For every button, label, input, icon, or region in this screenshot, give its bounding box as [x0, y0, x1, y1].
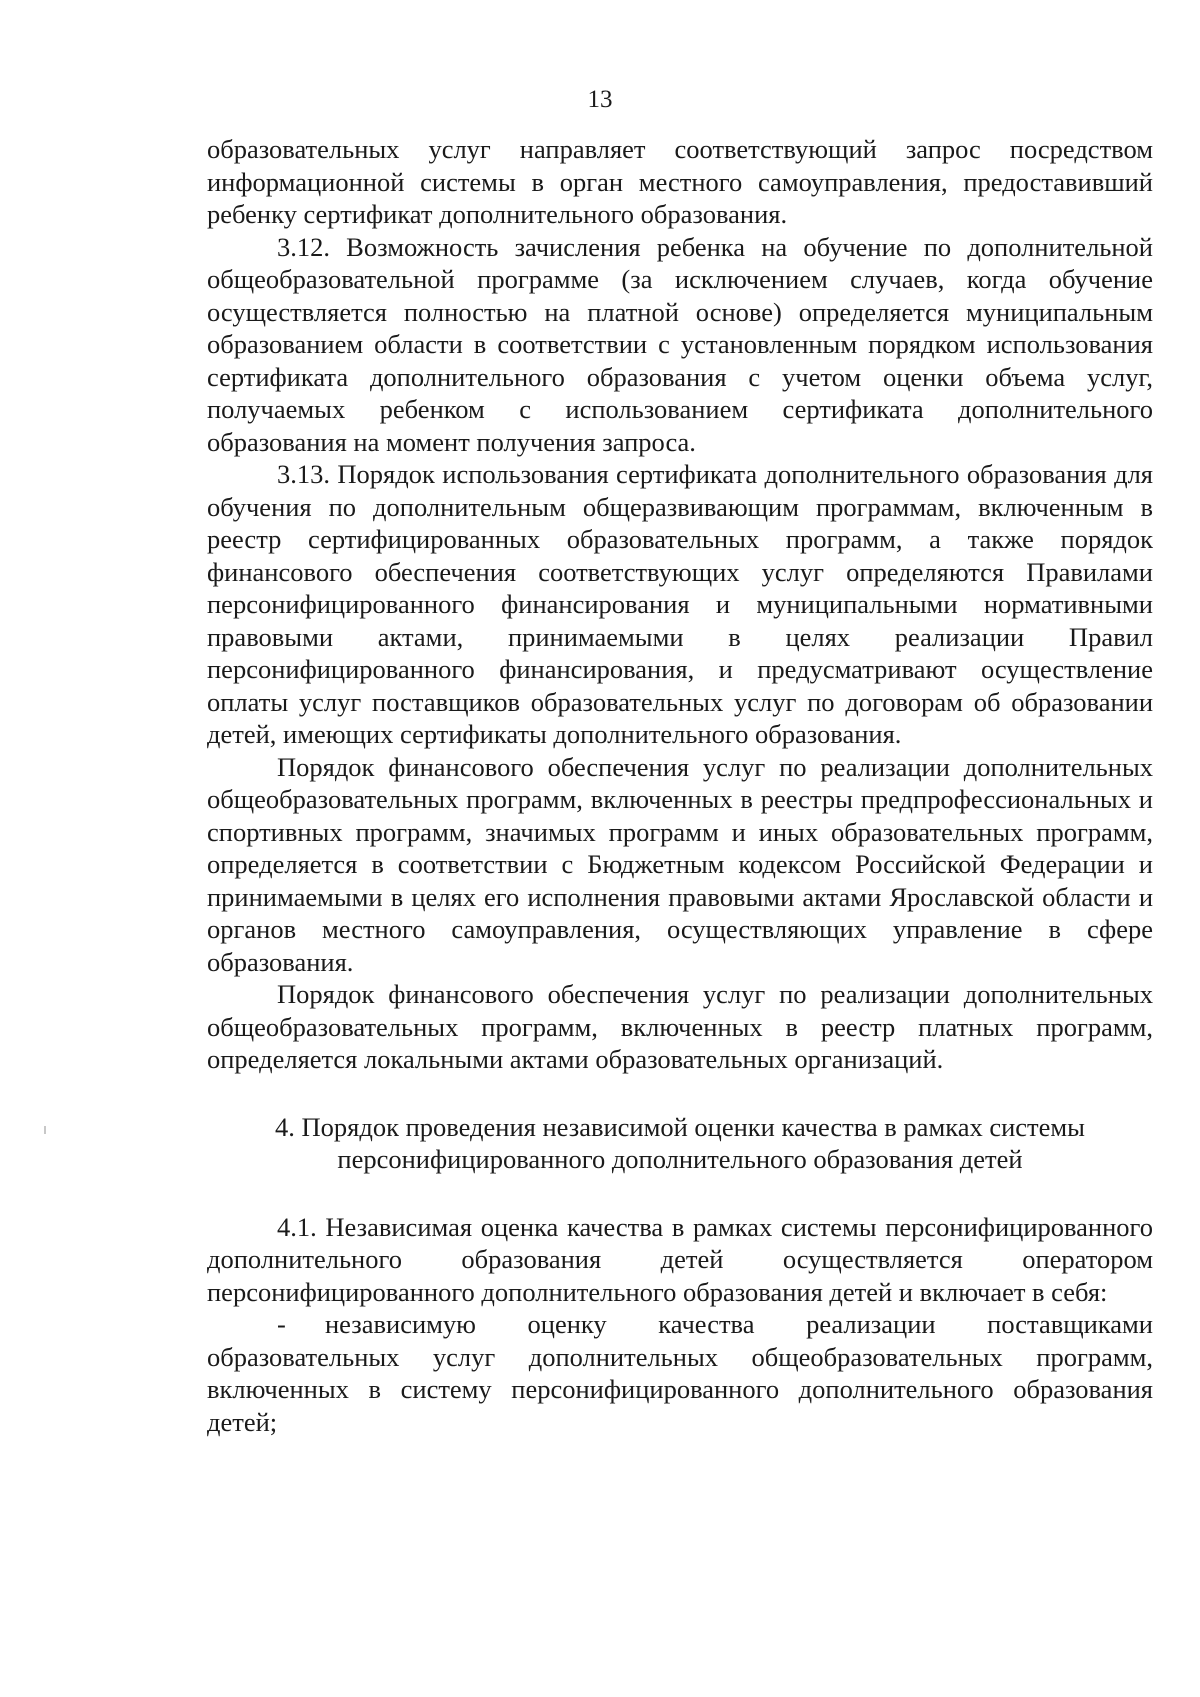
list-item — [207, 1308, 1153, 1438]
paragraph-3-13: 3.13. Порядок использования сертификата дополнительного образования для обучения по дополнительным общеразвивающим программам, включенным в реестр сертифицированных образовательных программ, а также порядок финансового обеспечения соответствующих услуг определяются Правилами персонифицированного финансирования и муниципальными нормативными правовыми актами, принимаемыми в целях реализации Правил персонифицированного финансирования, и предусматривают осуществление оплаты услуг поставщиков образовательных услуг по договорам об образовании детей, имеющих сертификаты дополнительного образования. — [207, 459, 1153, 749]
scan-artifact — [44, 1126, 46, 1134]
paragraph-3-12: 3.12. Возможность зачисления ребенка на обучение по дополнительной общеобразовательной программе (за исключением случаев, когда обучение осуществляется полностью на платной основе) определяется муниципальным образованием области в соответствии с установленным порядком использования сертификата дополнительного образования с учетом оценки объема услуг, получаемых ребенком с использованием сертификата дополнительного образования на момент получения запроса. — [207, 231, 1153, 457]
paragraph-continuation: образовательных услуг направляет соответствующий запрос посредством информационной системы в орган местного самоуправления, предоставивший ребенку сертификат дополнительного образования. — [207, 134, 1153, 229]
document-body — [207, 133, 1153, 1438]
paragraph-financing-registries: Порядок финансового обеспечения услуг по реализации дополнительных общеобразовательных программ, включенных в реестры предпрофессиональных и спортивных программ, значимых программ и иных образовательных программ, определяется в соответствии с Бюджетным кодексом Российской Федерации и принимаемыми в целях его исполнения правовыми актами Ярославской области и органов местного самоуправления, осуществляющих управление в сфере образования. — [207, 751, 1153, 977]
paragraph-4-1: 4.1. Независимая оценка качества в рамках системы персонифицированного дополнительного образования детей осуществляется оператором персонифицированного дополнительного образования детей и включает в себя: — [207, 1211, 1153, 1307]
page-number: 13 — [587, 86, 613, 113]
paragraph-financing-paid: Порядок финансового обеспечения услуг по реализации дополнительных общеобразовательных программ, включенных в реестр платных программ, определяется локальными актами образовательных организаций. — [207, 979, 1153, 1074]
section-4-heading: 4. Порядок проведения независимой оценки качества в рамках системы персонифицированного дополнительного образования детей — [275, 1111, 1085, 1174]
list-dash: - — [277, 1309, 286, 1339]
list-item-text: независимую оценку качества реализации поставщиками образовательных услуг дополнительных общеобразовательных программ, включенных в систему персонифицированного дополнительного образования детей; — [207, 1309, 1153, 1437]
